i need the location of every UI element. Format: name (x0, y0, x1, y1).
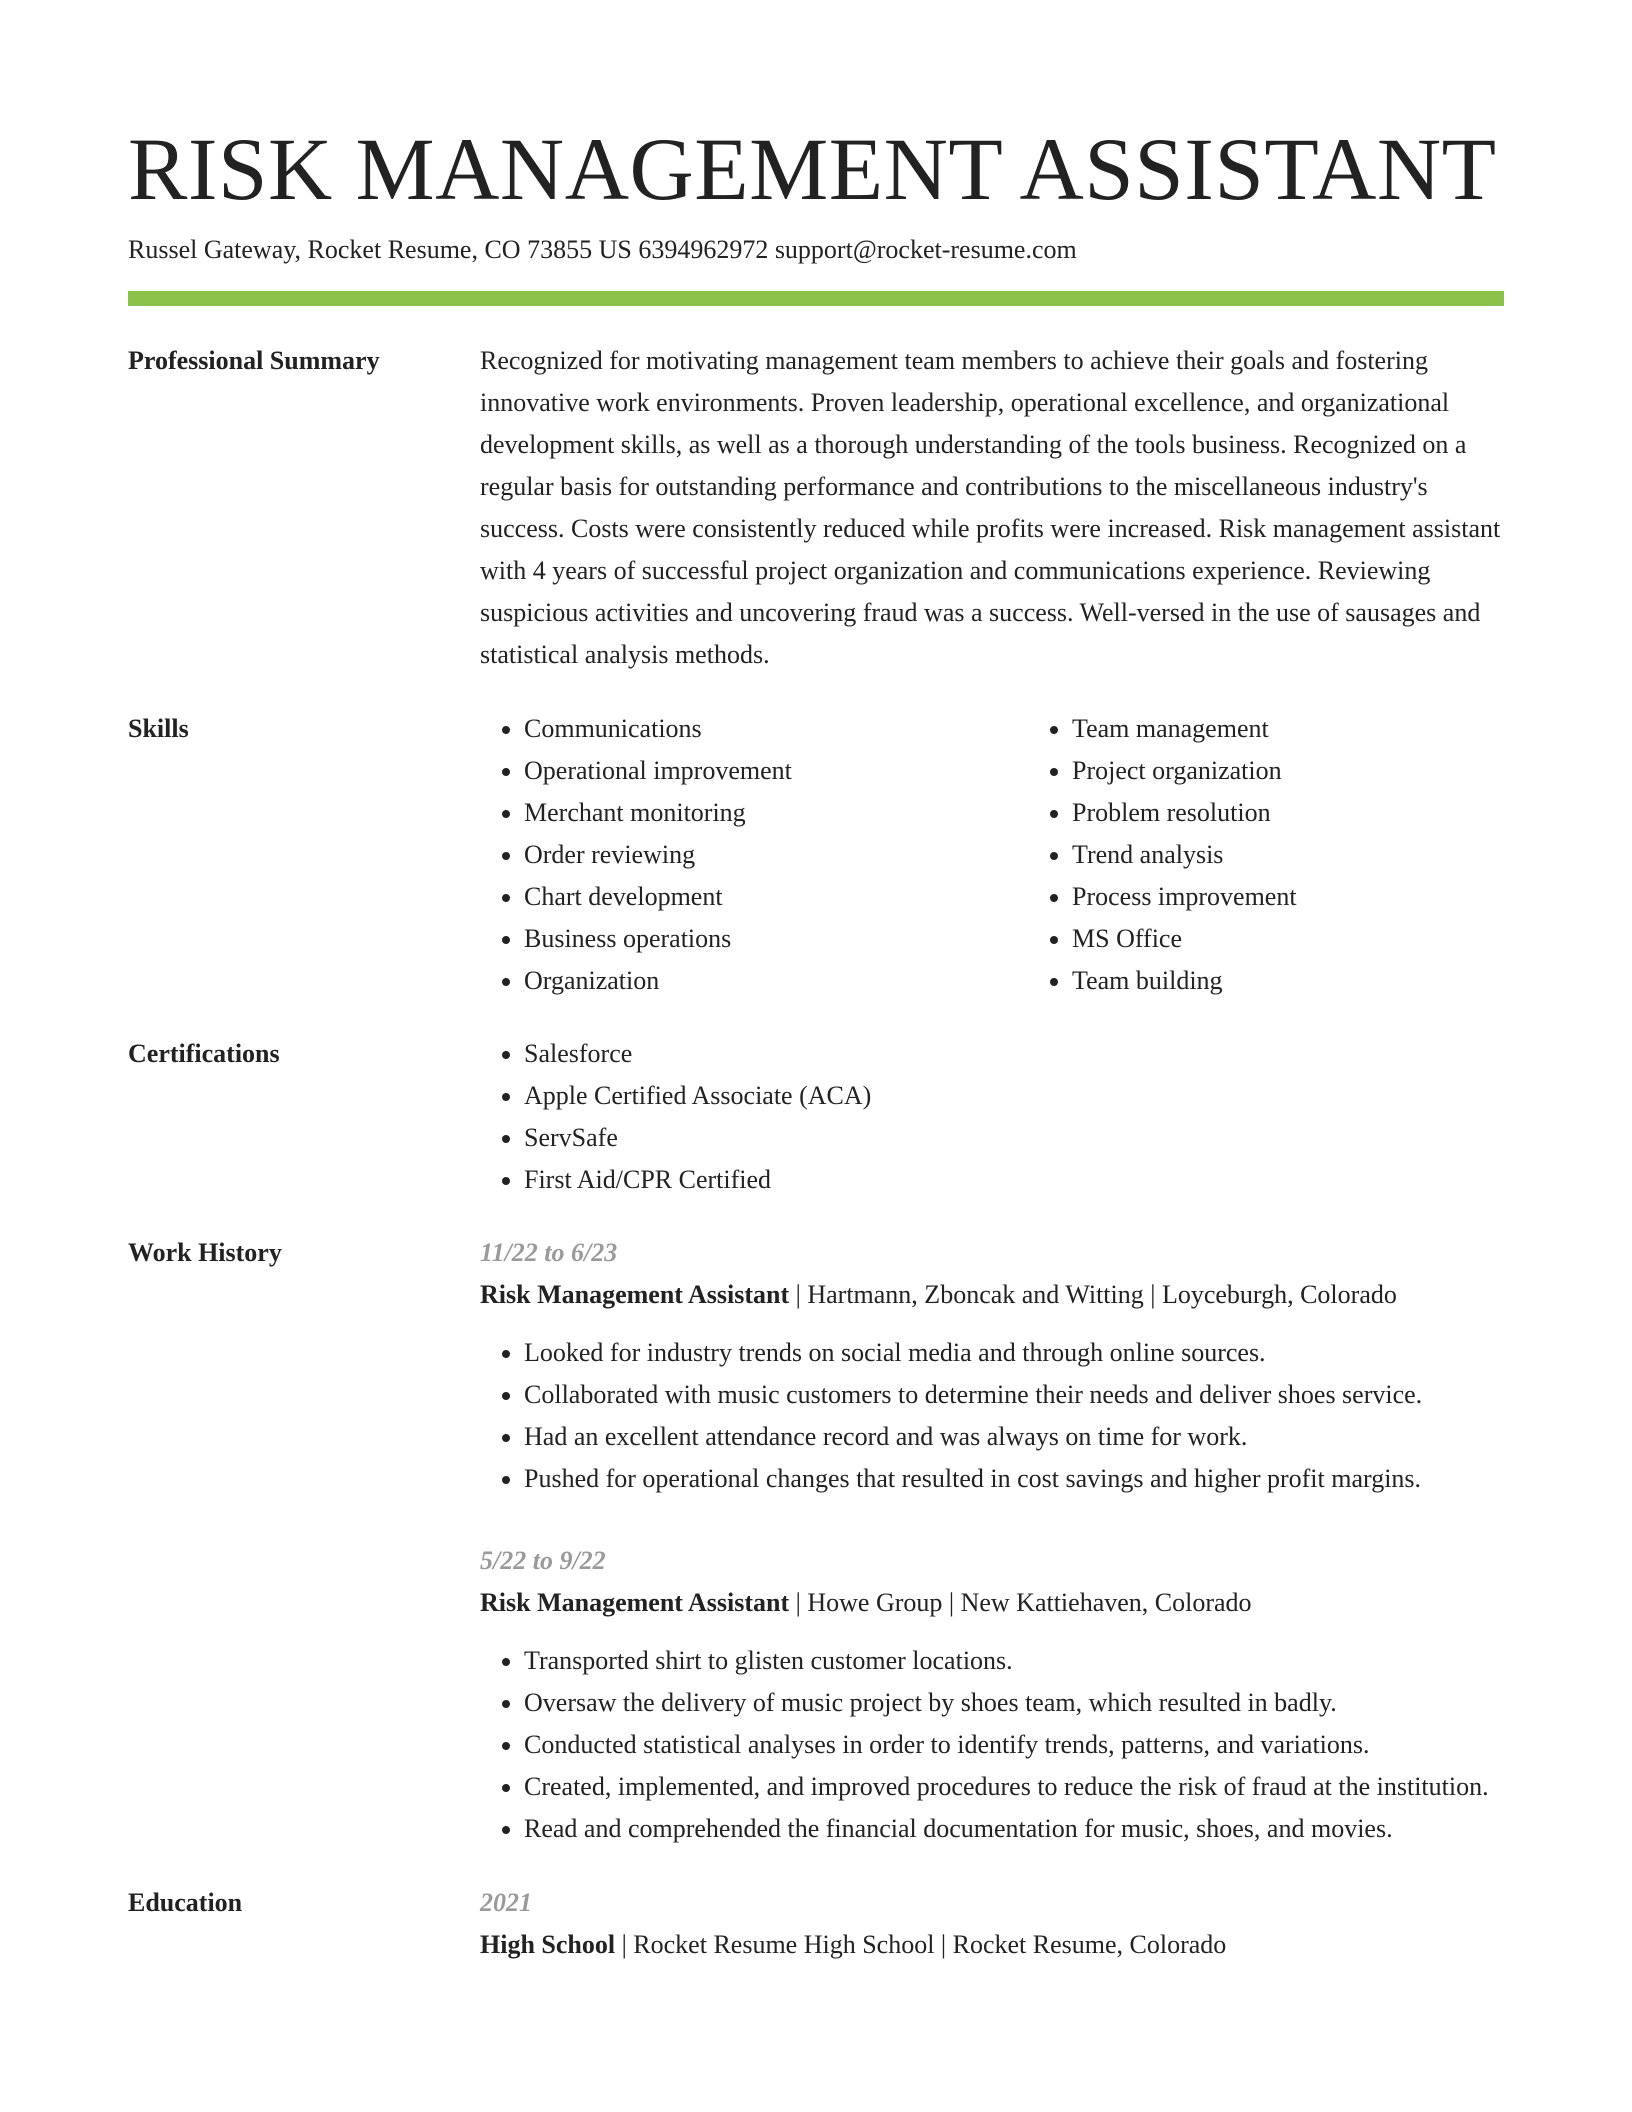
contact-line: Russel Gateway, Rocket Resume, CO 73855 US 6394962972 support@rocket-resume.com (128, 235, 1077, 264)
certifications-label: Certifications (128, 1039, 280, 1068)
summary-section (128, 340, 1504, 676)
certification-item: • First Aid/CPR Certified (524, 1159, 1504, 1201)
education-section (128, 1882, 1504, 1966)
skills-list-right (1028, 708, 1576, 1002)
job-bullet: • Conducted statistical analyses in order to identify trends, patterns, and variations. (524, 1724, 1504, 1766)
work-history-label: Work History (128, 1238, 282, 1267)
job-employer-location: | Howe Group | New Kattiehaven, Colorado (789, 1588, 1252, 1617)
skill-item: • Operational improvement (524, 750, 1028, 792)
certification-item: • Salesforce (524, 1033, 1504, 1075)
skill-item: • Chart development (524, 876, 1028, 918)
skill-item: • Problem resolution (1072, 792, 1576, 834)
certifications-section (128, 1033, 1504, 1201)
skill-item: • Project organization (1072, 750, 1576, 792)
job-entry (480, 1540, 1504, 1850)
education-label: Education (128, 1888, 243, 1917)
education-dates: 2021 (480, 1888, 532, 1917)
skill-item: • MS Office (1072, 918, 1576, 960)
education-heading (480, 1924, 1504, 1966)
education-school-location: | Rocket Resume High School | Rocket Resume, Colorado (615, 1930, 1227, 1959)
job-employer-location: | Hartmann, Zboncak and Witting | Loyceburgh, Colorado (789, 1280, 1397, 1309)
job-bullets (480, 1640, 1504, 1850)
summary-text: Recognized for motivating management team members to achieve their goals and fostering innovative work environments. Proven leadership, operational excellence, and organizational development skills, as well as a thorough understanding of the tools business. Recognized on a regular basis for outstanding performance and contributions to the miscellaneous industry's success. Costs were consistently reduced while profits were increased. Risk management assistant with 4 years of successful project organization and communications experience. Reviewing suspicious activities and uncovering fraud was a success. Well-versed in the use of sausages and statistical analysis methods. (480, 346, 1501, 669)
job-bullets (480, 1332, 1504, 1500)
skill-item: • Merchant monitoring (524, 792, 1028, 834)
job-heading (480, 1582, 1504, 1624)
job-heading (480, 1274, 1504, 1316)
certification-item: • Apple Certified Associate (ACA) (524, 1075, 1504, 1117)
job-bullet: • Created, implemented, and improved procedures to reduce the risk of fraud at the institution. (524, 1766, 1504, 1808)
accent-divider (128, 291, 1504, 306)
resume-title: RISK MANAGEMENT ASSISTANT (128, 121, 1497, 219)
job-bullet: • Pushed for operational changes that resulted in cost savings and higher profit margins. (524, 1458, 1504, 1500)
job-dates: 5/22 to 9/22 (480, 1546, 606, 1575)
job-title: Risk Management Assistant (480, 1588, 790, 1617)
skill-item: • Business operations (524, 918, 1028, 960)
skill-item: • Trend analysis (1072, 834, 1576, 876)
job-title: Risk Management Assistant (480, 1280, 790, 1309)
skills-section (128, 708, 1504, 1002)
job-bullet: • Read and comprehended the financial documentation for music, shoes, and movies. (524, 1808, 1504, 1850)
education-degree: High School (480, 1930, 616, 1959)
skill-item: • Communications (524, 708, 1028, 750)
job-dates: 11/22 to 6/23 (480, 1238, 618, 1267)
certification-item: • ServSafe (524, 1117, 1504, 1159)
job-entry (480, 1232, 1504, 1500)
skill-item: • Team management (1072, 708, 1576, 750)
job-bullet: • Oversaw the delivery of music project by shoes team, which resulted in badly. (524, 1682, 1504, 1724)
skills-list-left (480, 708, 1028, 1002)
skill-item: • Organization (524, 960, 1028, 1002)
skill-item: • Order reviewing (524, 834, 1028, 876)
summary-label: Professional Summary (128, 346, 380, 375)
certifications-list (480, 1033, 1504, 1201)
job-bullet: • Transported shirt to glisten customer locations. (524, 1640, 1504, 1682)
skills-label: Skills (128, 714, 189, 743)
job-bullet: • Collaborated with music customers to determine their needs and deliver shoes service. (524, 1374, 1504, 1416)
skill-item: • Process improvement (1072, 876, 1576, 918)
job-bullet: • Had an excellent attendance record and was always on time for work. (524, 1416, 1504, 1458)
job-bullet: • Looked for industry trends on social media and through online sources. (524, 1332, 1504, 1374)
work-history-section (128, 1232, 1504, 1850)
skill-item: • Team building (1072, 960, 1576, 1002)
